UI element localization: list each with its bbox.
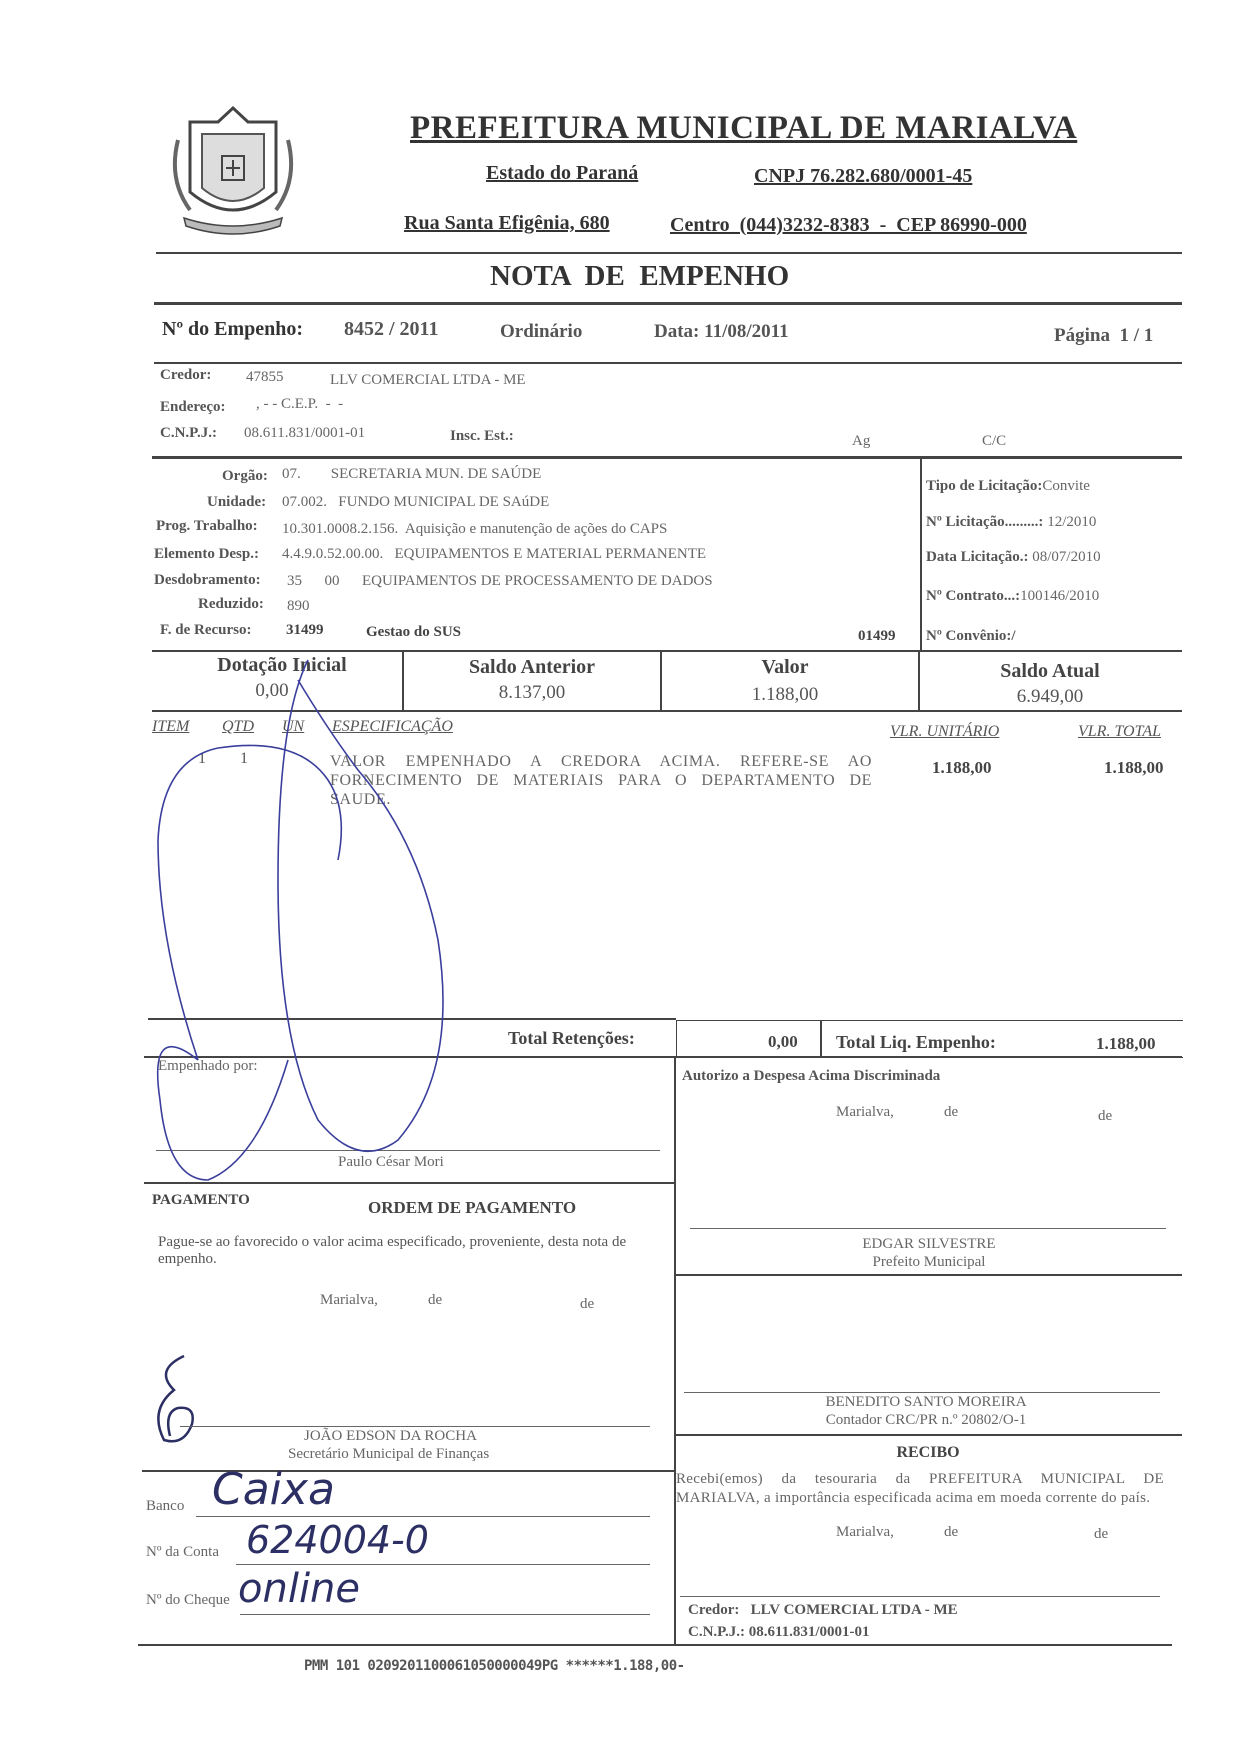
signature-line	[680, 1596, 1160, 1597]
valor-label: Valor	[761, 656, 809, 678]
row-description: VALOR EMPENHADO A CREDORA ACIMA. REFERE-SE AO FORNECIMENTO DE MATERIAIS PARA O DEPARTAMENTO DE SAUDE.	[330, 753, 872, 808]
pag-de-2: de	[580, 1296, 595, 1312]
ag-label: Ag	[852, 433, 871, 449]
pag-marialva: Marialva,	[320, 1292, 378, 1308]
num-licitacao-value: 12/2010	[1043, 514, 1097, 530]
signature-line	[690, 1228, 1166, 1229]
prog-value: 10.301.0008.2.156. Aquisição e manutenção de ações do CAPS	[282, 521, 668, 537]
reduzido-label: Reduzido:	[198, 596, 264, 612]
total-liq-value: 1.188,00	[1096, 1034, 1156, 1053]
conta-value: 624004-0	[246, 1518, 429, 1562]
saldo-atual-value: 6.949,00	[1016, 686, 1084, 707]
recibo-title: RECIBO	[896, 1444, 960, 1461]
row-item: 1	[198, 750, 206, 767]
dotacao-inicial-value: 0,00	[255, 680, 289, 701]
data-licitacao	[926, 549, 1101, 566]
empenho-date: Data: 11/08/2011	[654, 321, 789, 342]
desdobramento-value: 35 00 EQUIPAMENTOS DE PROCESSAMENTO DE DADOS	[287, 573, 713, 589]
credor-cnpj: 08.611.831/0001-01	[244, 425, 366, 441]
contrato	[926, 588, 1099, 605]
pag-de-1: de	[428, 1292, 443, 1308]
total-liq-label: Total Liq. Empenho:	[836, 1032, 996, 1052]
endereco-label: Endereço:	[160, 399, 226, 415]
joao-role: Secretário Municipal de Finanças	[288, 1446, 490, 1462]
banco-label: Banco	[146, 1498, 185, 1514]
street-address: Rua Santa Efigênia, 680	[404, 212, 610, 234]
cheque-value: online	[238, 1566, 361, 1612]
col-un: UN	[282, 718, 305, 735]
benedito-role: Contador CRC/PR n.º 20802/O-1	[825, 1412, 1027, 1428]
divider	[138, 1644, 1172, 1646]
row-vlr-total: 1.188,00	[1104, 758, 1164, 777]
paulo-name: Paulo César Mori	[338, 1154, 444, 1170]
divider	[156, 252, 1182, 254]
valor-value: 1.188,00	[751, 684, 819, 705]
divider	[674, 1056, 676, 1646]
edgar-name: EDGAR SILVESTRE	[862, 1236, 996, 1252]
joao-signature	[144, 1350, 214, 1450]
divider	[920, 458, 922, 650]
page-number: Página 1 / 1	[1054, 325, 1154, 346]
recurso-label: F. de Recurso:	[160, 622, 252, 638]
address-contact: Centro (044)3232-8383 - CEP 86990-000	[670, 214, 1027, 236]
saldo-atual-label: Saldo Atual	[1000, 660, 1100, 682]
tipo-licitacao-value: Convite	[1042, 478, 1090, 494]
credor-code: 47855	[246, 369, 284, 385]
tipo-licitacao	[926, 478, 1090, 495]
col-qtd: QTD	[222, 718, 255, 735]
joao-name: JOÃO EDSON DA ROCHA	[304, 1428, 477, 1444]
convenio: Nº Convênio:/	[926, 628, 1016, 644]
recibo-credor: Credor: LLV COMERCIAL LTDA - ME	[688, 1602, 958, 1618]
signature-line	[240, 1614, 650, 1615]
col-item: ITEM	[152, 718, 190, 735]
credor-label: Credor:	[160, 367, 212, 383]
total-retencoes-value: 0,00	[768, 1032, 798, 1051]
orgao-value: 07. SECRETARIA MUN. DE SAÚDE	[282, 466, 542, 482]
endereco-value: , - - C.E.P. - -	[256, 396, 344, 412]
num-licitacao-label: Nº Licitação.........:	[926, 514, 1044, 530]
recurso-value: 31499	[286, 622, 324, 638]
aut-marialva: Marialva,	[836, 1104, 894, 1120]
signature-line	[180, 1426, 650, 1427]
divider	[674, 1434, 1182, 1436]
elemento-label: Elemento Desp.:	[154, 546, 259, 562]
total-retencoes-label: Total Retenções:	[508, 1028, 635, 1048]
pagamento-text: Pague-se ao favorecido o valor acima especificado, proveniente, desta nota de empenho.	[158, 1234, 627, 1267]
rec-de-2: de	[1094, 1526, 1109, 1542]
contrato-label: Nº Contrato...:	[926, 588, 1021, 604]
ordem-pagamento-title: ORDEM DE PAGAMENTO	[368, 1198, 577, 1217]
recurso-code: 01499	[858, 628, 896, 644]
prefeitura-title: PREFEITURA MUNICIPAL DE MARIALVA	[410, 110, 1078, 146]
empenhado-por-label: Empenhado por:	[158, 1058, 258, 1074]
unidade-label: Unidade:	[207, 494, 267, 510]
elemento-value: 4.4.9.0.52.00.00. EQUIPAMENTOS E MATERIAL PERMANENTE	[282, 546, 707, 562]
benedito-name: BENEDITO SANTO MOREIRA	[825, 1394, 1027, 1410]
pagamento-section: PAGAMENTO	[152, 1192, 250, 1208]
empenho-number: 8452 / 2011	[344, 318, 439, 340]
divider	[154, 302, 1182, 305]
credor-name: LLV COMERCIAL LTDA - ME	[330, 372, 526, 388]
cc-label: C/C	[982, 433, 1007, 449]
saldo-anterior-label: Saldo Anterior	[468, 656, 596, 678]
recibo-cnpj: C.N.P.J.: 08.611.831/0001-01	[688, 1624, 870, 1640]
credor-cnpj-label: C.N.P.J.:	[160, 425, 217, 441]
saldo-anterior-value: 8.137,00	[498, 682, 566, 703]
doc-title: NOTA DE EMPENHO	[490, 260, 790, 292]
reduzido-value: 890	[287, 598, 310, 614]
autorizo-label: Autorizo a Despesa Acima Discriminada	[682, 1068, 941, 1084]
num-licitacao	[926, 514, 1096, 531]
divider	[152, 456, 1182, 459]
recibo-text: Recebi(emos) da tesouraria da PREFEITURA MUNICIPAL DE MARIALVA, a importância especificada acima em moeda corrente do país.	[676, 1471, 1164, 1506]
rec-marialva: Marialva,	[836, 1524, 894, 1540]
edgar-role: Prefeito Municipal	[872, 1254, 986, 1270]
contrato-value: 100146/2010	[1020, 588, 1100, 604]
paulo-signature	[138, 640, 468, 1200]
orgao-label: Orgão:	[222, 468, 268, 484]
aut-de-2: de	[1098, 1108, 1113, 1124]
empenho-type: Ordinário	[500, 321, 583, 342]
rec-de-1: de	[944, 1524, 959, 1540]
insc-est-label: Insc. Est.:	[450, 428, 514, 444]
tipo-licitacao-label: Tipo de Licitação:	[926, 478, 1043, 494]
footer-code: PMM 101 0209201100061050000049PG ******1.188,00-	[304, 1658, 685, 1674]
col-vlr-unitario: VLR. UNITÁRIO	[890, 723, 1000, 740]
empenho-number-label: Nº do Empenho:	[162, 318, 304, 340]
data-licitacao-value: 08/07/2010	[1028, 549, 1101, 565]
col-especificacao: ESPECIFICAÇÃO	[332, 718, 453, 735]
divider	[674, 1274, 1182, 1276]
banco-value: Caixa	[212, 1464, 335, 1515]
divider	[154, 362, 1182, 364]
recurso-desc: Gestao do SUS	[366, 624, 462, 640]
aut-de-1: de	[944, 1104, 959, 1120]
prog-label: Prog. Trabalho:	[156, 518, 258, 534]
divider	[820, 1020, 822, 1056]
row-vlr-unitario: 1.188,00	[932, 758, 992, 777]
signature-line	[236, 1564, 650, 1565]
desdobramento-label: Desdobramento:	[154, 572, 261, 588]
signature-line	[684, 1392, 1160, 1393]
cnpj-header: CNPJ 76.282.680/0001-45	[754, 165, 973, 187]
conta-label: Nº da Conta	[146, 1544, 219, 1560]
dotacao-inicial-label: Dotação Inicial	[217, 654, 347, 676]
row-qtd: 1	[240, 750, 248, 767]
unidade-value: 07.002. FUNDO MUNICIPAL DE SAúDE	[282, 494, 550, 510]
state-name: Estado do Paraná	[486, 162, 639, 184]
signature-line	[196, 1516, 650, 1517]
data-licitacao-label: Data Licitação.:	[926, 549, 1029, 565]
col-vlr-total: VLR. TOTAL	[1078, 723, 1161, 740]
cheque-label: Nº do Cheque	[146, 1592, 230, 1608]
coat-of-arms-logo	[160, 100, 306, 246]
